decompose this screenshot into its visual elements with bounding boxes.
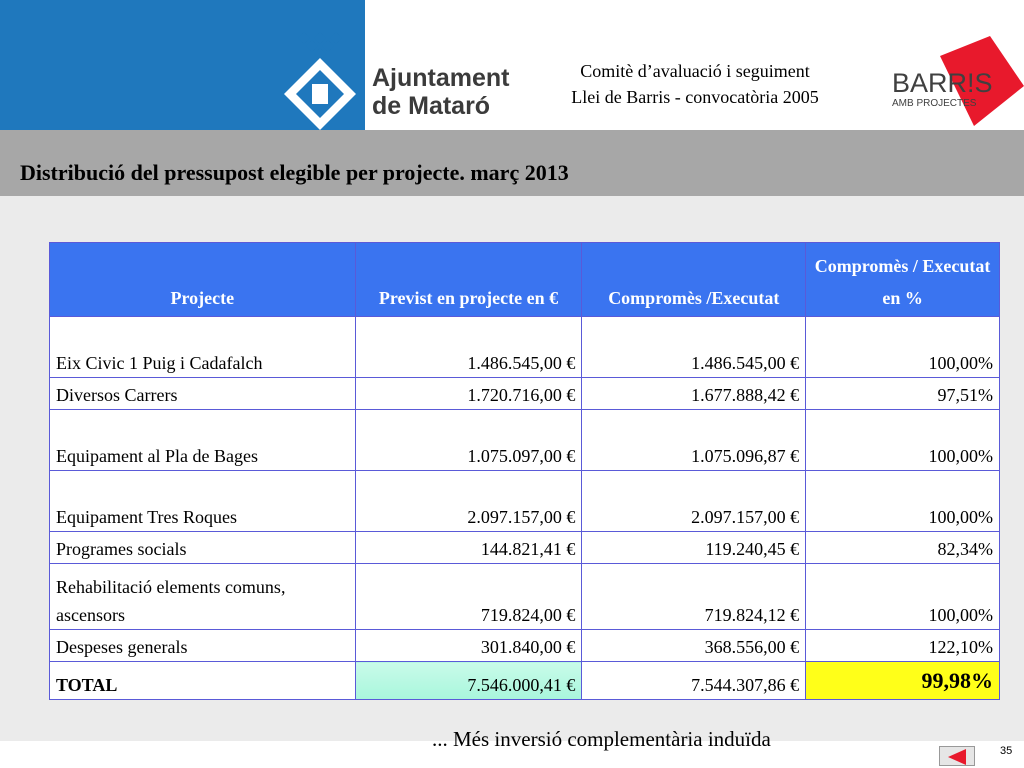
committee-heading [505,58,885,110]
table-header-row [50,243,1000,317]
cell-previst: 301.840,00 € [355,630,582,662]
header-executat: Compromès /Executat [582,243,806,317]
committee-line2: Llei de Barris - convocatòria 2005 [571,87,819,107]
committee-line1: Comitè d’avaluació i seguiment [580,61,810,81]
cell-name: Eix Civic 1 Puig i Cadafalch [50,317,356,378]
cell-name: Equipament al Pla de Bages [50,410,356,471]
total-label: TOTAL [50,662,356,700]
page-number: 35 [1000,745,1013,757]
logo-subtitle: AMB PROJECTES [892,98,977,109]
cell-executat: 1.486.545,00 € [582,317,806,378]
cell-executat: 1.075.096,87 € [582,410,806,471]
cell-percent: 122,10% [806,630,1000,662]
table-row [50,317,1000,378]
logo-word: BARR!S [892,68,993,98]
ajuntament-emblem-icon [282,30,362,130]
cell-name: Programes socials [50,532,356,564]
total-row [50,662,1000,700]
organization-name-line1: Ajuntament [372,64,510,92]
cell-executat: 1.677.888,42 € [582,378,806,410]
cell-name [50,564,356,630]
total-previst: 7.546.000,41 € [355,662,582,700]
cell-executat: 368.556,00 € [582,630,806,662]
total-executat: 7.544.307,86 € [582,662,806,700]
cell-name-line2: ascensors [56,605,125,625]
cell-executat: 719.824,12 € [582,564,806,630]
cell-percent: 100,00% [806,410,1000,471]
header-previst: Previst en projecte en € [355,243,582,317]
table-row [50,410,1000,471]
total-percent: 99,98% [806,662,1000,700]
budget-table [49,242,1000,700]
cell-name: Equipament Tres Roques [50,471,356,532]
cell-previst: 2.097.157,00 € [355,471,582,532]
cell-executat: 119.240,45 € [582,532,806,564]
cell-name: Despeses generals [50,630,356,662]
table-row [50,532,1000,564]
cell-previst: 719.824,00 € [355,564,582,630]
page-title: Distribució del pressupost elegible per projecte. març 2013 [20,160,569,185]
cell-percent: 100,00% [806,471,1000,532]
cell-previst: 1.486.545,00 € [355,317,582,378]
cell-previst: 144.821,41 € [355,532,582,564]
previous-slide-button[interactable] [939,746,975,766]
organization-name-line2: de Mataró [372,92,491,120]
cell-percent: 100,00% [806,564,1000,630]
cell-percent: 82,34% [806,532,1000,564]
arrow-left-icon [940,747,976,767]
cell-executat: 2.097.157,00 € [582,471,806,532]
cell-name: Diversos Carrers [50,378,356,410]
table-row [50,378,1000,410]
cell-percent: 97,51% [806,378,1000,410]
footnote: ... Més inversió complementària induïda [432,727,771,751]
header-projecte: Projecte [50,243,356,317]
table-row [50,630,1000,662]
table-row [50,471,1000,532]
barris-logo-icon [878,36,1024,126]
header-percent: Compromès / Executat en % [806,243,1000,317]
cell-name-line1: Rehabilitació elements comuns, [56,577,286,597]
slide-header [0,0,1024,130]
organization-name [372,64,510,120]
table-row [50,564,1000,630]
cell-percent: 100,00% [806,317,1000,378]
cell-previst: 1.075.097,00 € [355,410,582,471]
cell-previst: 1.720.716,00 € [355,378,582,410]
